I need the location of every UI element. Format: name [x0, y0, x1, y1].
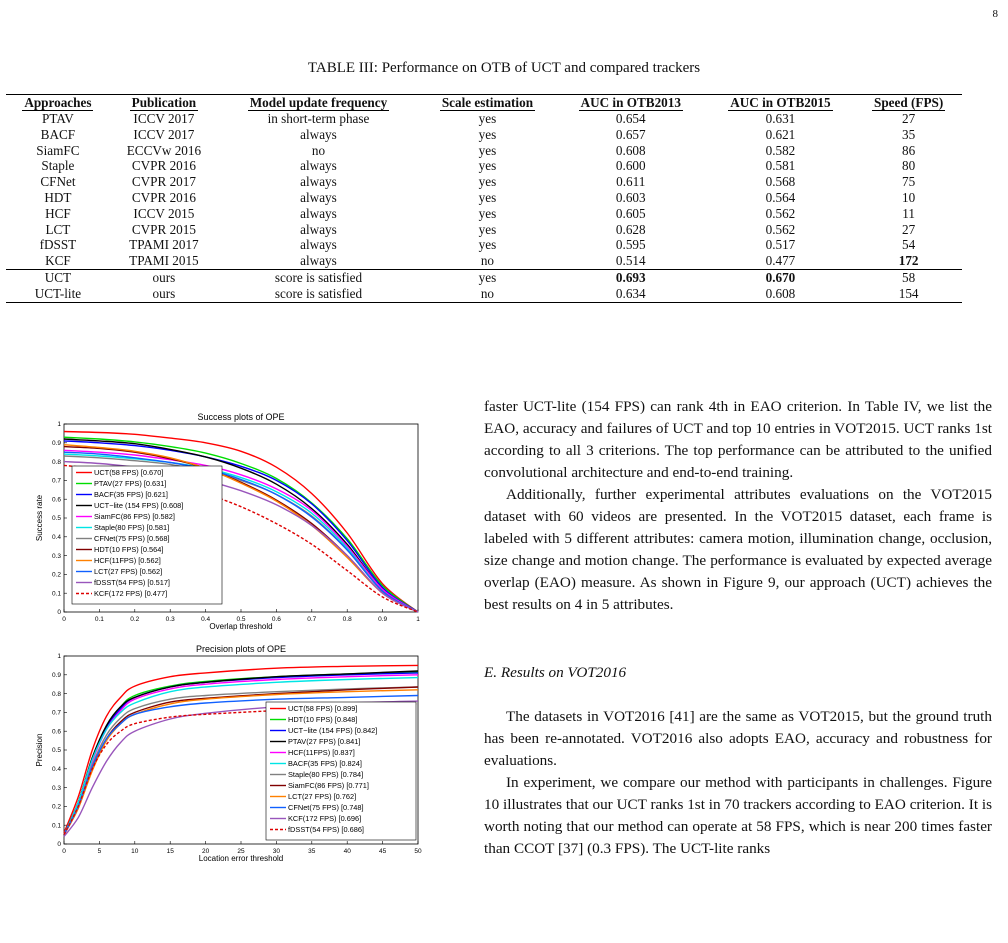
table-cell: 11 — [902, 205, 915, 221]
table-cell: 0.693 — [556, 269, 706, 285]
x-tick-label: 25 — [237, 848, 245, 855]
legend-label: fDSST(54 FPS) [0.686] — [288, 825, 364, 834]
y-tick-label: 0.3 — [51, 552, 61, 560]
x-tick-label: 0.2 — [130, 616, 140, 623]
table-row — [6, 143, 962, 159]
chart-title: Precision plots of OPE — [195, 644, 287, 654]
table-cell: ICCV 2017 — [133, 126, 195, 142]
y-tick-label: 0.5 — [51, 747, 61, 755]
y-tick-label: 0.2 — [51, 571, 61, 579]
column-header — [110, 95, 218, 112]
table-cell: fDSST — [39, 237, 77, 253]
table-cell: always — [300, 205, 337, 221]
y-axis-label: Success rate — [35, 494, 44, 542]
table-cell: always — [300, 158, 337, 174]
table-row — [6, 222, 962, 238]
table-row — [6, 190, 962, 206]
table-cell: 0.582 — [765, 142, 796, 158]
table-row — [6, 237, 962, 253]
x-tick-label: 0.6 — [271, 616, 281, 623]
table-cell: 0.517 — [765, 237, 796, 253]
legend-label: KCF(172 FPS) [0.477] — [94, 589, 168, 598]
chart-title: Success plots of OPE — [197, 412, 285, 422]
x-tick-label: 45 — [378, 848, 387, 855]
table-cell: CVPR 2016 — [131, 189, 196, 205]
table-cell: yes — [478, 158, 497, 174]
legend-label: UCT(58 FPS) [0.670] — [94, 468, 164, 477]
table-cell: score is satisfied — [218, 269, 419, 285]
table-cell: TPAMI 2017 — [129, 237, 199, 253]
table-row — [6, 286, 962, 302]
y-tick-label: 0 — [57, 841, 61, 849]
y-tick-label: 0 — [57, 609, 61, 617]
legend-label: BACF(35 FPS) [0.621] — [94, 490, 168, 499]
table-cell: always — [300, 126, 337, 142]
y-tick-label: 0.6 — [51, 496, 61, 504]
x-tick-label: 10 — [131, 848, 139, 855]
column-header-label: Publication — [131, 95, 197, 110]
x-axis-label: Location error threshold — [198, 854, 284, 863]
x-tick-label: 35 — [308, 848, 316, 855]
table-cell: yes — [478, 174, 497, 190]
legend-label: fDSST(54 FPS) [0.517] — [94, 578, 170, 587]
x-tick-label: 0 — [62, 848, 66, 855]
table-row — [6, 174, 962, 190]
legend-label: KCF(172 FPS) [0.696] — [288, 814, 362, 823]
column-header-label: Approaches — [24, 95, 92, 110]
x-tick-label: 15 — [166, 848, 174, 855]
y-tick-label: 1 — [57, 421, 61, 429]
table-cell: 35 — [902, 126, 916, 142]
table-row — [6, 127, 962, 143]
table-cell: 0.514 — [615, 253, 646, 269]
y-tick-label: 0.3 — [51, 784, 61, 792]
legend-label: SiamFC(86 FPS) [0.771] — [288, 781, 369, 790]
table-cell: always — [300, 221, 337, 237]
table-cell: 54 — [902, 237, 916, 253]
x-tick-label: 0.3 — [165, 616, 175, 623]
table-cell: always — [300, 189, 337, 205]
legend-label: Staple(80 FPS) [0.581] — [94, 523, 170, 532]
column-header — [218, 95, 419, 112]
legend-label: HDT(10 FPS) [0.564] — [94, 545, 164, 554]
table-cell: Staple — [41, 158, 75, 174]
legend-label: SiamFC(86 FPS) [0.582] — [94, 512, 175, 521]
table-cell: 0.654 — [615, 111, 646, 126]
table-cell: ours — [110, 269, 218, 285]
table-cell: 0.608 — [615, 142, 646, 158]
y-tick-label: 0.9 — [51, 440, 61, 447]
x-tick-label: 1 — [416, 616, 420, 623]
table-cell: PTAV — [42, 111, 74, 126]
chart-svg — [22, 408, 422, 638]
table-cell: 0.608 — [706, 286, 856, 302]
table-cell: 0.657 — [615, 126, 646, 142]
table-cell: LCT — [45, 221, 71, 237]
table-cell: 27 — [902, 221, 916, 237]
legend-label: HDT(10 FPS) [0.848] — [288, 715, 358, 724]
legend-label: BACF(35 FPS) [0.824] — [288, 759, 362, 768]
column-header-label: Model update frequency — [249, 95, 388, 110]
y-tick-label: 0.1 — [51, 822, 61, 830]
results-table — [6, 94, 962, 303]
y-tick-label: 0.9 — [51, 672, 61, 679]
y-tick-label: 0.8 — [51, 458, 61, 466]
x-tick-label: 40 — [343, 848, 351, 855]
table-cell: BACF — [40, 126, 76, 142]
table-cell: yes — [478, 142, 497, 158]
table-cell: yes — [478, 221, 497, 237]
x-tick-label: 0.8 — [342, 616, 352, 623]
x-tick-label: 5 — [97, 848, 102, 855]
table-cell: 172 — [898, 253, 919, 269]
legend-label: HCF(11FPS) [0.562] — [94, 556, 161, 565]
table-cell: 0.631 — [765, 111, 796, 126]
table-cell: 86 — [902, 142, 916, 158]
table-cell: ECCVw 2016 — [126, 142, 202, 158]
x-tick-label: 0.9 — [378, 616, 388, 623]
table-cell: 0.562 — [765, 221, 796, 237]
table-cell: yes — [419, 269, 556, 285]
table-row — [6, 158, 962, 174]
column-header — [6, 95, 110, 112]
table-cell: 0.595 — [615, 237, 646, 253]
table-cell: 0.581 — [765, 158, 796, 174]
legend-label: PTAV(27 FPS) [0.631] — [94, 479, 167, 488]
table-body — [6, 111, 962, 302]
table-cell: no — [311, 142, 326, 158]
table-cell: SiamFC — [36, 142, 80, 158]
section-heading: E. Results on VOT2016 — [484, 664, 627, 681]
table-header-row — [6, 95, 962, 112]
y-tick-label: 0.6 — [51, 728, 61, 736]
y-tick-label: 0.4 — [51, 534, 61, 541]
table-cell: 0.634 — [556, 286, 706, 302]
table-cell: yes — [478, 126, 497, 142]
legend — [72, 466, 222, 604]
paragraph-4: In experiment, we compare our method with participants in challenges. Figure 10 illustrates that our UCT ranks 1st in 70 trackers according to EAO criterion. It is worth noting that our method can operate at 58 FPS, which is near 200 times faster than CCOT [37] (0.3 FPS). The UCT-lite ranks — [484, 774, 992, 857]
paragraph-2: Additionally, further experimental attributes evaluations on the VOT2015 dataset with 60 videos are presented. In the VOT2015 dataset, each frame is labeled with 5 different attributes: camera motion, illumination change, occlusion, size change and motion change. The performance is evaluated by expected average overlap (EAO) measure. As shown in Figure 9, our approach (UCT) achieves the best results on 4 in 5 attributes. — [484, 486, 992, 613]
table-cell: KCF — [45, 253, 71, 269]
table-cell: 80 — [902, 158, 916, 174]
y-tick-label: 0.5 — [51, 515, 61, 523]
table-cell: 0.628 — [615, 221, 646, 237]
table-cell: 154 — [855, 286, 962, 302]
table-row — [6, 269, 962, 285]
table-row — [6, 111, 962, 127]
success-plot — [22, 408, 422, 638]
precision-plot — [22, 640, 422, 870]
table-cell: always — [300, 253, 337, 269]
table-cell: ICCV 2017 — [133, 111, 195, 126]
table-cell: 0.562 — [765, 205, 796, 221]
table-cell: 0.670 — [706, 269, 856, 285]
column-header-label: AUC in OTB2015 — [730, 95, 831, 110]
y-tick-label: 0.7 — [51, 477, 61, 485]
legend-label: UCT−lite (154 FPS) [0.842] — [288, 726, 378, 735]
legend-label: LCT(27 FPS) [0.762] — [288, 792, 357, 801]
column-header — [419, 95, 556, 112]
table-cell: CVPR 2016 — [131, 158, 196, 174]
body-text-lower — [484, 706, 992, 860]
table-caption: TABLE III: Performance on OTB of UCT and compared trackers — [307, 60, 701, 76]
page-number: 8 — [992, 8, 998, 20]
y-tick-label: 1 — [57, 653, 61, 661]
paragraph-3: The datasets in VOT2016 [41] are the same as VOT2015, but the ground truth has been re-annotated. VOT2016 also adopts EAO, accuracy and robustness for evaluations. — [484, 708, 992, 769]
table-cell: no — [419, 286, 556, 302]
table-cell: 0.603 — [615, 189, 646, 205]
table-cell: in short-term phase — [267, 111, 370, 126]
table-cell: HDT — [44, 189, 72, 205]
table-cell: yes — [478, 237, 497, 253]
table-cell: always — [300, 237, 337, 253]
legend-label: Staple(80 FPS) [0.784] — [288, 770, 364, 779]
table-cell: CFNet — [40, 174, 76, 190]
column-header-label: Speed (FPS) — [874, 95, 944, 110]
x-tick-label: 50 — [414, 848, 422, 855]
legend-label: HCF(11FPS) [0.837] — [288, 748, 355, 757]
y-tick-label: 0.7 — [51, 709, 61, 717]
table-cell: 0.611 — [616, 174, 646, 190]
x-tick-label: 30 — [272, 848, 281, 855]
x-tick-label: 20 — [201, 848, 210, 855]
table-cell: 0.605 — [615, 205, 646, 221]
table-cell: yes — [478, 189, 497, 205]
chart-svg — [22, 640, 422, 870]
table-row — [6, 253, 962, 269]
table-cell: CVPR 2017 — [131, 174, 196, 190]
table-cell: no — [480, 253, 495, 269]
table-cell: score is satisfied — [218, 286, 419, 302]
table-cell: 0.621 — [765, 126, 796, 142]
y-axis-label: Precision — [35, 733, 44, 767]
x-tick-label: 0.5 — [236, 616, 246, 623]
table-cell: 10 — [902, 189, 916, 205]
table-cell: UCT-lite — [6, 286, 110, 302]
legend-label: PTAV(27 FPS) [0.841] — [288, 737, 361, 746]
legend-label: UCT−lite (154 FPS) [0.608] — [94, 501, 184, 510]
table-cell: CVPR 2015 — [131, 221, 196, 237]
y-tick-label: 0.2 — [51, 803, 61, 811]
table-cell: 0.564 — [765, 189, 796, 205]
table-cell: 75 — [902, 174, 916, 190]
table-cell: always — [300, 174, 337, 190]
x-tick-label: 0 — [62, 616, 66, 623]
y-tick-label: 0.4 — [51, 766, 61, 773]
table-cell: 0.477 — [765, 253, 796, 269]
legend-label: CFNet(75 FPS) [0.748] — [288, 803, 364, 812]
paragraph-1: faster UCT-lite (154 FPS) can rank 4th in EAO criterion. In Table IV, we list the EAO, accuracy and failures of UCT and top 10 entries in VOT2015. UCT ranks 1st according to all 3 criterions. The top performance can be attributed to the unified convolutional architecture and end-to-end training. — [484, 398, 992, 481]
column-header — [556, 95, 706, 112]
legend-label: CFNet(75 FPS) [0.568] — [94, 534, 170, 543]
y-tick-label: 0.1 — [51, 590, 61, 598]
x-tick-label: 0.4 — [201, 616, 211, 623]
table-cell: TPAMI 2015 — [129, 253, 199, 269]
body-text-upper — [484, 396, 992, 616]
x-axis-label: Overlap threshold — [209, 622, 273, 631]
column-header-label: Scale estimation — [441, 95, 534, 110]
x-tick-label: 0.7 — [307, 616, 317, 623]
table-cell: yes — [478, 205, 497, 221]
table-cell: ours — [110, 286, 218, 302]
y-tick-label: 0.8 — [51, 690, 61, 698]
table-cell: 0.568 — [765, 174, 796, 190]
table-cell: 0.600 — [615, 158, 646, 174]
x-tick-label: 0.1 — [94, 616, 104, 623]
table-cell: ICCV 2015 — [133, 205, 195, 221]
table-cell: UCT — [6, 269, 110, 285]
table-cell: HCF — [45, 205, 71, 221]
legend-label: LCT(27 FPS) [0.562] — [94, 567, 163, 576]
table-cell: 27 — [902, 111, 916, 126]
table-row — [6, 206, 962, 222]
table-cell: yes — [478, 111, 497, 126]
table-cell: 58 — [855, 269, 962, 285]
column-header — [706, 95, 856, 112]
column-header — [855, 95, 962, 112]
column-header-label: AUC in OTB2013 — [580, 95, 681, 110]
legend — [266, 702, 416, 840]
legend-label: UCT(58 FPS) [0.899] — [288, 704, 358, 713]
